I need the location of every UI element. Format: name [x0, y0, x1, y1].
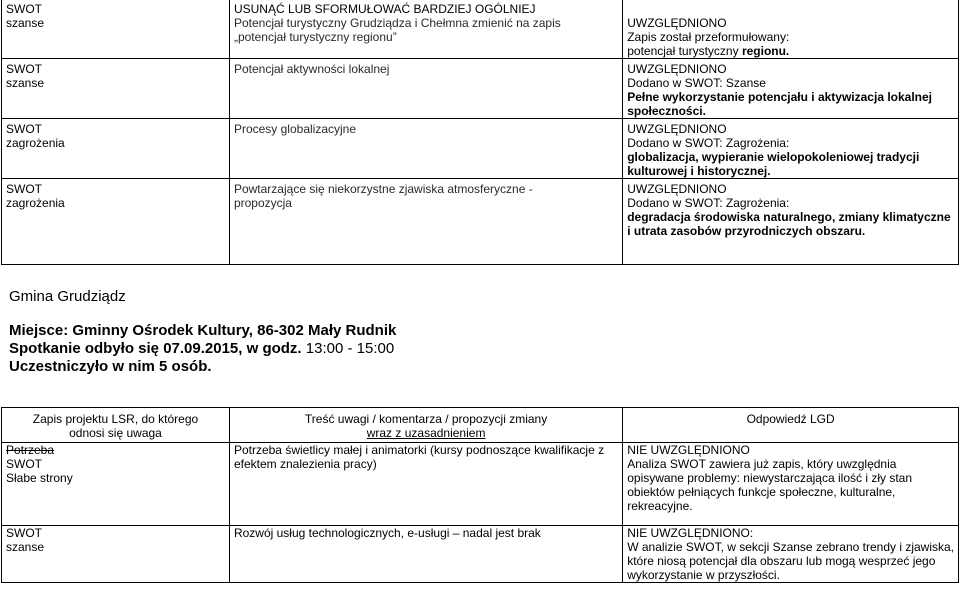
record-type: SWOT: [6, 182, 42, 196]
response-text: W analizie SWOT, w sekcji Szanse zebrano trendy i zjawiska, które niosą potencjał dla obszaru lub mogą wesprzeć jego wykorzystanie w przyszłości.: [627, 540, 955, 582]
record-struck-text: Potrzeba: [6, 443, 55, 457]
meeting-info: [9, 322, 396, 376]
response-text: Dodano w SWOT: Szanse: [627, 76, 766, 90]
comment-cell: [229, 119, 622, 179]
response-bold-text: regionu.: [741, 44, 790, 58]
record-section: zagrożenia: [6, 196, 65, 210]
lgd-response-cell: [623, 179, 959, 265]
table-row: [2, 119, 959, 179]
comment-cell: [229, 526, 622, 583]
record-type: SWOT: [6, 457, 42, 471]
lsr-record-cell: [2, 0, 230, 59]
lsr-record-cell: [2, 443, 230, 526]
comment-cell: [229, 179, 622, 265]
table-row: [2, 59, 959, 119]
table-row: [2, 443, 959, 526]
comment-text: „potencjał turystyczny regionu”: [233, 30, 397, 44]
comment-cell: [229, 0, 622, 59]
record-type: SWOT: [6, 526, 42, 540]
lgd-response-cell: [623, 0, 959, 59]
response-bold-text: degradacja środowiska naturalnego, zmiany klimatyczne i utrata zasobów przyrodniczych obszaru.: [627, 210, 951, 238]
meeting-participants: Uczestniczyło w nim 5 osób.: [9, 358, 212, 375]
meeting-place: Miejsce: Gminny Ośrodek Kultury, 86-302 Mały Rudnik: [9, 322, 397, 339]
comment-text: Rozwój usług technologicznych, e-usługi – nadal jest brak: [233, 526, 541, 540]
response-status: NIE UWZGLĘDNIONO: [627, 443, 750, 457]
consultation-table-bottom: [1, 407, 959, 583]
table-row: [2, 526, 959, 583]
table-row: [2, 179, 959, 265]
meeting-time: 13:00 - 15:00: [305, 340, 395, 357]
record-section: szanse: [6, 76, 45, 90]
comment-cell: [229, 443, 622, 526]
comment-text: Procesy globalizacyjne: [233, 122, 357, 136]
comment-cell: [229, 59, 622, 119]
response-status: NIE UWZGLĘDNIONO:: [627, 526, 754, 540]
lsr-record-cell: [2, 59, 230, 119]
response-text: Dodano w SWOT: Zagrożenia:: [627, 196, 790, 210]
record-type: SWOT: [6, 62, 42, 76]
meeting-date-text: Spotkanie odbyło się 07.09.2015, w godz.: [9, 340, 306, 357]
record-section: szanse: [6, 16, 45, 30]
lsr-record-cell: [2, 119, 230, 179]
record-section: zagrożenia: [6, 136, 65, 150]
response-bold-text: Pełne wykorzystanie potencjału i aktywizacja lokalnej społeczności.: [627, 90, 933, 118]
column-header-lgd-response: Odpowiedź LGD: [623, 408, 959, 443]
comment-text: Potencjał turystyczny Grudziądza i Chełmna zmienić na zapis: [233, 16, 561, 30]
response-text: Analiza SWOT zawiera już zapis, który uwzględnia opisywane problemy: niewystarczająca ilość i zły stan obiektów pełniących funkcje społeczne, kulturalne, rekreacyjne.: [627, 457, 913, 513]
meeting-date: [9, 340, 396, 358]
comment-text: Potencjał aktywności lokalnej: [233, 62, 390, 76]
lgd-response-cell: [623, 526, 959, 583]
response-status: UWZGLĘDNIONO: [627, 182, 727, 196]
record-section: Słabe strony: [6, 471, 73, 485]
response-bold-text: globalizacja, wypieranie wielopokoleniowej tradycji kulturowej i historycznej.: [627, 150, 920, 178]
response-text: Dodano w SWOT: Zagrożenia:: [627, 136, 790, 150]
comment-text: Potrzeba świetlicy małej i animatorki (kursy podnoszące kwalifikacje z efektem znalezienia pracy): [233, 443, 605, 471]
lgd-response-cell: [623, 443, 959, 526]
comment-text: Powtarzające się niekorzystne zjawiska atmosferyczne -: [233, 182, 533, 196]
lgd-response-cell: [623, 59, 959, 119]
table-header-row: [2, 408, 959, 443]
response-status: UWZGLĘDNIONO: [627, 16, 727, 30]
table-row: [2, 0, 959, 59]
consultation-table-top: [1, 0, 959, 265]
record-type: SWOT: [6, 122, 42, 136]
column-header-lsr-record: Zapis projektu LSR, do którego odnosi się uwaga: [2, 408, 230, 443]
comment-heading: USUNĄĆ LUB SFORMUŁOWAĆ BARDZIEJ OGÓLNIEJ: [233, 2, 536, 16]
municipality-heading: Gmina Grudziądz: [9, 288, 126, 305]
response-text: potencjał turystyczny: [627, 44, 742, 58]
record-section: szanse: [6, 540, 45, 554]
response-text: Zapis został przeformułowany:: [627, 30, 790, 44]
lsr-record-cell: [2, 179, 230, 265]
response-status: UWZGLĘDNIONO: [627, 62, 727, 76]
lsr-record-cell: [2, 526, 230, 583]
column-header-comment: Treść uwagi / komentarza / propozycji zmiany wraz z uzasadnieniem: [229, 408, 622, 443]
response-status: UWZGLĘDNIONO: [627, 122, 727, 136]
lgd-response-cell: [623, 119, 959, 179]
record-type: SWOT: [6, 2, 42, 16]
comment-text: propozycja: [233, 196, 292, 210]
